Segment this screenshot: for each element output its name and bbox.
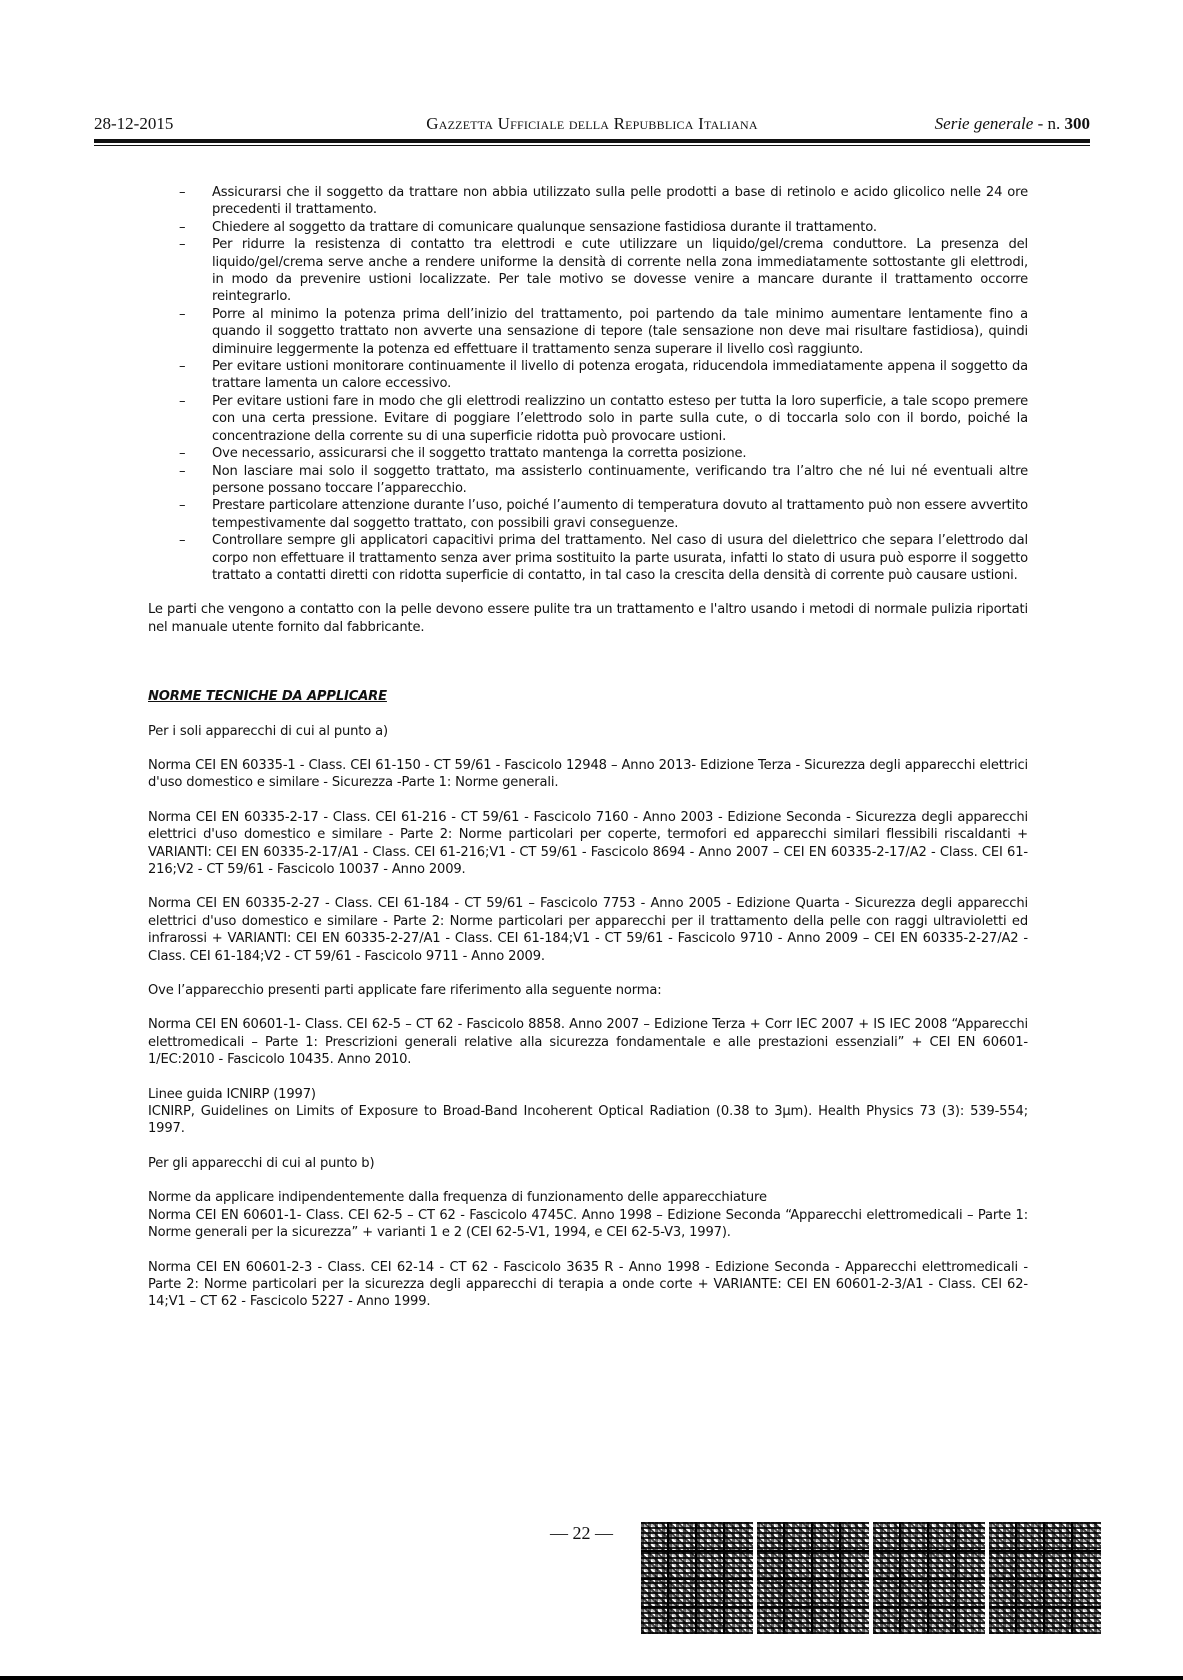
- header-rule-thick: [94, 139, 1090, 143]
- list-item-text: Controllare sempre gli applicatori capacitivi prima del trattamento. Nel caso di usura del dielettrico che separa l’elettrodo dal corpo non effettuare il trattamento senza aver prima sostituito la parte usurata, infatti lo stato di usura può esporre il soggetto trattato a contatti diretti con ridotta superficie di contatto, in tal caso la crescita della densità di corrente può causare ustioni.: [212, 533, 1028, 583]
- page-number: — 22 —: [550, 1523, 613, 1543]
- bullet-dash: –: [179, 533, 186, 549]
- barcode-image: [873, 1522, 985, 1634]
- norm-paragraph: Norma CEI EN 60601-2-3 - Class. CEI 62-14 - CT 62 - Fascicolo 3635 R - Anno 1998 - Edizione Seconda - Apparecchi elettromedicali - Parte 2: Norme particolari per la sicurezza degli apparecchi di terapia a onde corte + VARIANTE: CEI EN 60601-2-3/A1 - Class. CEI 62-14;V1 – CT 62 - Fascicolo 5227 - Anno 1999.: [148, 1259, 1028, 1310]
- list-item: [148, 393, 1028, 445]
- list-item: [148, 358, 1028, 393]
- icnirp-title: Linee guida ICNIRP (1997): [148, 1086, 316, 1102]
- serie-label: Serie generale: [934, 114, 1034, 133]
- list-item-text: Ove necessario, assicurarsi che il soggetto trattato mantenga la corretta posizione.: [212, 446, 747, 462]
- bullet-dash: –: [179, 393, 186, 409]
- list-item-text: Assicurarsi che il soggetto da trattare non abbia utilizzato sulla pelle prodotti a base di retinolo e acido glicolico nelle 24 ore precedenti il trattamento.: [212, 185, 1028, 218]
- applied-parts-norm: Norma CEI EN 60601-1- Class. CEI 62-5 – CT 62 - Fascicolo 8858. Anno 2007 – Edizione Terza + Corr IEC 2007 + IS IEC 2008 “Apparecchi elettromedicali – Parte 1: Prescrizioni generali relative alla sicurezza fondamentale e alle prestazioni essenziali” + CEI EN 60601-1/EC:2010 - Fascicolo 10435. Anno 2010.: [148, 1017, 1028, 1068]
- list-item: [148, 463, 1028, 498]
- list-item-text: Per evitare ustioni monitorare continuamente il livello di potenza erogata, riducendola immediatamente appena il soggetto da trattare lamenta un calore eccessivo.: [212, 359, 1028, 392]
- norm-paragraph: Norma CEI EN 60601-1- Class. CEI 62-5 – CT 62 - Fascicolo 4745C. Anno 1998 – Edizione Seconda “Apparecchi elettromedicali – Parte 1: Norme generali per la sicurezza” + varianti 1 e 2 (CEI 62-5-V1, 1994, e CEI 62-5-V3, 1997).: [148, 1207, 1028, 1241]
- list-item-text: Per evitare ustioni fare in modo che gli elettrodi realizzino un contatto esteso per tutta la loro superficie, a tale scopo premere con una certa pressione. Evitare di poggiare l’elettrodo solo in parte sulla cute, o di toccarla solo con il bordo, poiché la concentrazione della corrente su di una superficie ridotta può provocare ustioni.: [212, 393, 1028, 444]
- page-header: [94, 114, 1090, 136]
- list-item: [148, 184, 1028, 219]
- barcode-group: [641, 1522, 1101, 1634]
- list-item: [148, 219, 1028, 236]
- cleaning-paragraph: Le parti che vengono a contatto con la pelle devono essere pulite tra un trattamento e l'altro usando i metodi di normale pulizia riportati nel manuale utente fornito dal fabbricante.: [148, 602, 1028, 635]
- page-content: [148, 184, 1028, 1311]
- barcode-image: [641, 1522, 753, 1634]
- bullet-dash: –: [179, 219, 186, 235]
- list-item-text: Chiedere al soggetto da trattare di comunicare qualunque sensazione fastidiosa durante il trattamento.: [212, 219, 877, 235]
- point-b-intro: Per gli apparecchi di cui al punto b): [148, 1155, 375, 1171]
- serie-separator: - n.: [1033, 114, 1065, 133]
- list-item-text: Per ridurre la resistenza di contatto tra elettrodi e cute utilizzare un liquido/gel/crema conduttore. La presenza del liquido/gel/crema serve anche a rendere uniforme la densità di corrente nella zona immediatamente sottostante gli elettrodi, in modo da prevenire ustioni localizzate. Per tale motivo se dovesse venire a mancare durante il trattamento occorre reintegrarlo.: [212, 237, 1028, 305]
- bullet-dash: –: [179, 446, 186, 462]
- header-date: 28-12-2015: [94, 114, 174, 133]
- list-item-text: Porre al minimo la potenza prima dell’inizio del trattamento, poi partendo da tale minimo aumentare lentamente fino a quando il soggetto trattato non avverte una sensazione di tepore (tale sensazione non deve mai risultare fastidiosa), quindi diminuire leggermente la potenza ed effettuare il trattamento senza superare il livello così raggiunto.: [212, 306, 1028, 357]
- bottom-bar: [0, 1676, 1183, 1680]
- bullet-dash: –: [179, 306, 186, 322]
- bullet-dash: –: [179, 185, 186, 200]
- applied-parts-intro: Ove l’apparecchio presenti parti applicate fare riferimento alla seguente norma:: [148, 983, 662, 999]
- list-item: [148, 445, 1028, 462]
- norm-paragraph: Norma CEI EN 60335-2-27 - Class. CEI 61-184 - CT 59/61 – Fascicolo 7753 - Anno 2005 - Edizione Quarta - Sicurezza degli apparecchi elettrici d'uso domestico e similare - Parte 2: Norme particolari per apparecchi per il trattamento della pelle con raggi ultravioletti ed infrarossi + VARIANTI: CEI EN 60335-2-27/A1 - Class. CEI 61-184;V1 - CT 59/61 - Fascicolo 9710 - Anno 2009 – CEI EN 60335-2-27/A2 - Class. CEI 61-184;V2 - CT 59/61 - Fascicolo 9711 - Anno 2009.: [148, 896, 1028, 964]
- serie-number: 300: [1064, 114, 1090, 133]
- list-item: [148, 532, 1028, 584]
- norm-paragraph: Norma CEI EN 60335-2-17 - Class. CEI 61-216 - CT 59/61 - Fascicolo 7160 - Anno 2003 - Edizione Seconda - Sicurezza degli apparecchi elettrici d'uso domestico e similare - Parte 2: Norme particolari per coperte, termofori ed apparecchi similari flessibili riscaldanti + VARIANTI: CEI EN 60335-2-17/A1 - Class. CEI 61-216;V1 - CT 59/61 - Fascicolo 8694 - Anno 2007 – CEI EN 60335-2-17/A2 - Class. CEI 61-216;V2 - CT 59/61 - Fascicolo 10037 - Anno 2009.: [148, 809, 1028, 877]
- list-item: [148, 306, 1028, 358]
- barcode-image: [989, 1522, 1101, 1634]
- point-b-subtitle: Norme da applicare indipendentemente dalla frequenza di funzionamento delle apparecchiature: [148, 1190, 767, 1206]
- list-item-text: Non lasciare mai solo il soggetto trattato, ma assisterlo continuamente, verificando tra l’altro che né lui né eventuali altre persone possano toccare l’apparecchio.: [212, 463, 1028, 496]
- bullet-dash: –: [179, 359, 186, 375]
- bullet-dash: –: [179, 498, 186, 514]
- list-item-text: Prestare particolare attenzione durante l’uso, poiché l’aumento di temperatura dovuto al trattamento può non essere avvertito tempestivamente dal soggetto trattato, con possibili gravi conseguenze.: [212, 498, 1028, 531]
- list-item: [148, 497, 1028, 532]
- bullet-dash: –: [179, 463, 186, 479]
- norm-paragraph: Norma CEI EN 60335-1 - Class. CEI 61-150 - CT 59/61 - Fascicolo 12948 – Anno 2013- Edizione Terza - Sicurezza degli apparecchi elettrici d'uso domestico e similare - Sicurezza -Parte 1: Norme generali.: [148, 757, 1028, 791]
- precautions-list: [148, 184, 1028, 584]
- list-item: [148, 236, 1028, 306]
- point-a-intro: Per i soli apparecchi di cui al punto a): [148, 723, 388, 739]
- header-serie: [935, 114, 1090, 134]
- icnirp-reference: ICNIRP, Guidelines on Limits of Exposure to Broad-Band Incoherent Optical Radiation (0.38 to 3μm). Health Physics 73 (3): 539-554; 1997.: [148, 1104, 1028, 1137]
- bullet-dash: –: [179, 237, 186, 253]
- section-heading: NORME TECNICHE DA APPLICARE: [148, 689, 387, 705]
- header-rule-thin: [94, 145, 1090, 146]
- header-title: Gazzetta Ufficiale della Repubblica Italiana: [426, 114, 758, 133]
- barcode-image: [757, 1522, 869, 1634]
